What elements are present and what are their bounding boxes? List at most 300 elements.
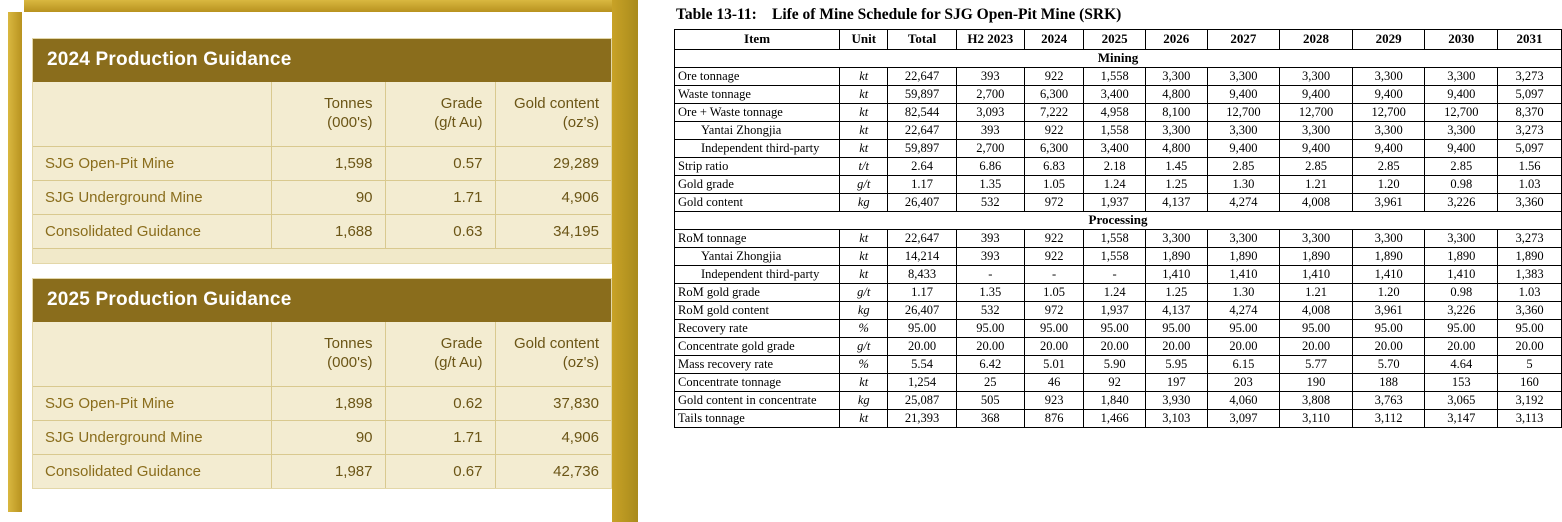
row-value-total: 1.17 <box>888 176 956 194</box>
row-value-2025: 1,937 <box>1084 194 1146 212</box>
guidance-title-2025: 2025 Production Guidance <box>33 279 611 322</box>
row-item-label: Independent third-party <box>675 140 840 158</box>
table-row <box>675 104 1562 122</box>
row-value-2024: 922 <box>1024 122 1083 140</box>
row-tonnes: 90 <box>271 181 385 215</box>
table-caption-text: Life of Mine Schedule for SJG Open-Pit Mine (SRK) <box>772 6 1122 23</box>
row-value-2026: 1.45 <box>1145 158 1207 176</box>
table-row <box>675 122 1562 140</box>
row-item-label: Ore tonnage <box>675 68 840 86</box>
row-unit: kg <box>840 392 888 410</box>
row-value-2028: 9,400 <box>1280 140 1353 158</box>
row-value-2028: 4,008 <box>1280 302 1353 320</box>
row-value-2030: 1,410 <box>1425 266 1498 284</box>
table-row <box>675 284 1562 302</box>
row-value-total: 20.00 <box>888 338 956 356</box>
row-value-2024: 20.00 <box>1024 338 1083 356</box>
row-value-2027: 9,400 <box>1207 86 1280 104</box>
row-value-2028: 1,410 <box>1280 266 1353 284</box>
row-unit: t/t <box>840 158 888 176</box>
table-row <box>675 176 1562 194</box>
row-value-2024: 1.05 <box>1024 176 1083 194</box>
row-value-2029: 2.85 <box>1352 158 1425 176</box>
row-value-2029: 5.70 <box>1352 356 1425 374</box>
row-unit: g/t <box>840 338 888 356</box>
row-value-h2-2023: 1.35 <box>956 176 1024 194</box>
table-row <box>675 338 1562 356</box>
row-value-total: 26,407 <box>888 194 956 212</box>
row-tonnes: 1,598 <box>271 147 385 181</box>
decorative-frame-top <box>24 0 636 12</box>
section-header-label: Mining <box>675 50 1562 68</box>
row-value-2024: - <box>1024 266 1083 284</box>
row-value-h2-2023: 368 <box>956 410 1024 428</box>
row-value-2027: 4,060 <box>1207 392 1280 410</box>
row-value-2026: 5.95 <box>1145 356 1207 374</box>
row-value-total: 5.54 <box>888 356 956 374</box>
row-value-2025: 1.24 <box>1084 176 1146 194</box>
row-value-total: 22,647 <box>888 230 956 248</box>
row-value-2030: 0.98 <box>1425 284 1498 302</box>
row-value-h2-2023: - <box>956 266 1024 284</box>
row-unit: kt <box>840 86 888 104</box>
row-gold: 29,289 <box>495 147 611 181</box>
row-value-total: 8,433 <box>888 266 956 284</box>
row-value-total: 21,393 <box>888 410 956 428</box>
row-value-2027: 9,400 <box>1207 140 1280 158</box>
row-value-2026: 3,300 <box>1145 230 1207 248</box>
row-tonnes: 1,987 <box>271 455 385 489</box>
row-value-2024: 922 <box>1024 68 1083 86</box>
row-value-2031: 1,383 <box>1498 266 1562 284</box>
row-value-2025: - <box>1084 266 1146 284</box>
row-value-2027: 2.85 <box>1207 158 1280 176</box>
row-value-2030: 3,300 <box>1425 68 1498 86</box>
row-value-2026: 3,300 <box>1145 68 1207 86</box>
table-row <box>33 455 611 489</box>
row-value-h2-2023: 6.86 <box>956 158 1024 176</box>
table-header-row <box>33 82 611 147</box>
row-unit: kt <box>840 410 888 428</box>
row-tonnes: 90 <box>271 421 385 455</box>
row-value-total: 59,897 <box>888 86 956 104</box>
row-value-2027: 3,300 <box>1207 68 1280 86</box>
row-value-total: 1.17 <box>888 284 956 302</box>
row-value-2026: 197 <box>1145 374 1207 392</box>
row-value-2026: 1,410 <box>1145 266 1207 284</box>
table-caption <box>668 0 1562 29</box>
row-value-2026: 3,300 <box>1145 122 1207 140</box>
column-header-2024: 2024 <box>1024 30 1083 50</box>
column-header-blank <box>33 322 271 387</box>
table-row <box>675 392 1562 410</box>
row-value-2025: 3,400 <box>1084 140 1146 158</box>
row-item-label: Recovery rate <box>675 320 840 338</box>
row-value-total: 22,647 <box>888 68 956 86</box>
row-label: SJG Open-Pit Mine <box>33 147 271 181</box>
column-header-2031: 2031 <box>1498 30 1562 50</box>
row-value-2024: 46 <box>1024 374 1083 392</box>
row-unit: kt <box>840 374 888 392</box>
row-value-2027: 6.15 <box>1207 356 1280 374</box>
row-item-label: Yantai Zhongjia <box>675 248 840 266</box>
row-value-2027: 95.00 <box>1207 320 1280 338</box>
row-item-label: Waste tonnage <box>675 86 840 104</box>
row-value-2031: 160 <box>1498 374 1562 392</box>
row-value-2029: 3,961 <box>1352 194 1425 212</box>
row-value-2024: 922 <box>1024 248 1083 266</box>
table-row <box>675 320 1562 338</box>
spacer-cell <box>33 249 611 264</box>
row-value-2028: 3,300 <box>1280 122 1353 140</box>
row-value-2028: 2.85 <box>1280 158 1353 176</box>
row-grade: 1.71 <box>385 181 495 215</box>
row-item-label: Ore + Waste tonnage <box>675 104 840 122</box>
table-row <box>675 374 1562 392</box>
row-item-label: RoM tonnage <box>675 230 840 248</box>
row-gold: 4,906 <box>495 421 611 455</box>
table-row <box>675 266 1562 284</box>
row-value-2028: 1,890 <box>1280 248 1353 266</box>
row-value-2025: 1,466 <box>1084 410 1146 428</box>
column-header-gold-content: Gold content (oz's) <box>495 82 611 147</box>
row-value-2031: 3,360 <box>1498 194 1562 212</box>
row-value-2030: 3,300 <box>1425 230 1498 248</box>
row-item-label: Concentrate tonnage <box>675 374 840 392</box>
column-header-tonnes: Tonnes (000's) <box>271 82 385 147</box>
column-header-grade: Grade (g/t Au) <box>385 322 495 387</box>
row-value-total: 14,214 <box>888 248 956 266</box>
row-value-h2-2023: 20.00 <box>956 338 1024 356</box>
row-value-total: 82,544 <box>888 104 956 122</box>
row-value-2024: 972 <box>1024 194 1083 212</box>
row-value-2025: 1,937 <box>1084 302 1146 320</box>
table-row <box>33 215 611 249</box>
row-value-total: 2.64 <box>888 158 956 176</box>
row-unit: % <box>840 356 888 374</box>
row-value-2024: 5.01 <box>1024 356 1083 374</box>
guidance-block-2024 <box>32 38 612 264</box>
row-gold: 37,830 <box>495 387 611 421</box>
column-header-2030: 2030 <box>1425 30 1498 50</box>
table-row <box>675 410 1562 428</box>
row-value-h2-2023: 3,093 <box>956 104 1024 122</box>
row-item-label: Concentrate gold grade <box>675 338 840 356</box>
row-value-2025: 92 <box>1084 374 1146 392</box>
row-value-2029: 1.20 <box>1352 284 1425 302</box>
column-header-item: Item <box>675 30 840 50</box>
row-value-2031: 1.56 <box>1498 158 1562 176</box>
row-value-2030: 3,226 <box>1425 194 1498 212</box>
column-header-blank <box>33 82 271 147</box>
row-value-2030: 1,890 <box>1425 248 1498 266</box>
guidance-table-2025 <box>33 322 611 488</box>
decorative-frame-corner <box>0 0 26 10</box>
row-item-label: Gold content in concentrate <box>675 392 840 410</box>
row-gold: 42,736 <box>495 455 611 489</box>
production-guidance-panel <box>0 0 660 522</box>
row-value-2025: 1.24 <box>1084 284 1146 302</box>
row-value-2031: 3,273 <box>1498 122 1562 140</box>
row-value-total: 22,647 <box>888 122 956 140</box>
row-grade: 0.62 <box>385 387 495 421</box>
lom-schedule-panel <box>668 0 1562 522</box>
row-unit: kt <box>840 104 888 122</box>
table-row <box>675 356 1562 374</box>
row-grade: 0.67 <box>385 455 495 489</box>
row-value-2025: 5.90 <box>1084 356 1146 374</box>
column-header-h2-2023: H2 2023 <box>956 30 1024 50</box>
row-value-2031: 3,273 <box>1498 230 1562 248</box>
column-header-2026: 2026 <box>1145 30 1207 50</box>
row-value-2029: 1,410 <box>1352 266 1425 284</box>
row-value-2028: 3,300 <box>1280 68 1353 86</box>
row-value-2029: 1.20 <box>1352 176 1425 194</box>
row-value-2029: 3,300 <box>1352 230 1425 248</box>
row-item-label: Mass recovery rate <box>675 356 840 374</box>
row-value-2027: 20.00 <box>1207 338 1280 356</box>
row-value-2025: 1,558 <box>1084 248 1146 266</box>
row-value-h2-2023: 95.00 <box>956 320 1024 338</box>
row-value-total: 26,407 <box>888 302 956 320</box>
column-header-total: Total <box>888 30 956 50</box>
row-value-2026: 3,930 <box>1145 392 1207 410</box>
row-value-2031: 1.03 <box>1498 176 1562 194</box>
row-value-2026: 8,100 <box>1145 104 1207 122</box>
row-value-2031: 8,370 <box>1498 104 1562 122</box>
row-unit: g/t <box>840 284 888 302</box>
row-value-2031: 1.03 <box>1498 284 1562 302</box>
row-unit: kt <box>840 122 888 140</box>
table-row <box>33 147 611 181</box>
table-row <box>675 194 1562 212</box>
table-row <box>675 230 1562 248</box>
row-value-2025: 4,958 <box>1084 104 1146 122</box>
row-value-2026: 4,800 <box>1145 86 1207 104</box>
row-value-2027: 3,300 <box>1207 230 1280 248</box>
row-value-2026: 1,890 <box>1145 248 1207 266</box>
row-item-label: Gold content <box>675 194 840 212</box>
row-value-2031: 3,192 <box>1498 392 1562 410</box>
row-value-2031: 3,113 <box>1498 410 1562 428</box>
row-value-2029: 12,700 <box>1352 104 1425 122</box>
row-value-2026: 20.00 <box>1145 338 1207 356</box>
row-unit: kg <box>840 302 888 320</box>
table-header-row <box>675 30 1562 50</box>
row-unit: kt <box>840 230 888 248</box>
table-row <box>33 421 611 455</box>
decorative-frame-right <box>612 0 638 522</box>
row-value-2026: 4,137 <box>1145 194 1207 212</box>
guidance-block-2025 <box>32 278 612 489</box>
row-item-label: RoM gold content <box>675 302 840 320</box>
row-label: Consolidated Guidance <box>33 455 271 489</box>
row-value-2024: 95.00 <box>1024 320 1083 338</box>
table-header-row <box>33 322 611 387</box>
row-value-2026: 1.25 <box>1145 284 1207 302</box>
row-value-2029: 3,300 <box>1352 122 1425 140</box>
table-row <box>675 248 1562 266</box>
row-value-2027: 4,274 <box>1207 194 1280 212</box>
row-value-2024: 6,300 <box>1024 86 1083 104</box>
row-label: SJG Underground Mine <box>33 181 271 215</box>
row-value-2026: 4,137 <box>1145 302 1207 320</box>
row-grade: 0.57 <box>385 147 495 181</box>
row-value-2030: 95.00 <box>1425 320 1498 338</box>
row-value-2027: 1,410 <box>1207 266 1280 284</box>
row-value-total: 95.00 <box>888 320 956 338</box>
row-value-2028: 3,808 <box>1280 392 1353 410</box>
row-value-h2-2023: 532 <box>956 194 1024 212</box>
row-value-2028: 5.77 <box>1280 356 1353 374</box>
column-header-grade: Grade (g/t Au) <box>385 82 495 147</box>
row-value-2029: 188 <box>1352 374 1425 392</box>
row-value-2029: 3,112 <box>1352 410 1425 428</box>
row-value-2031: 3,273 <box>1498 68 1562 86</box>
row-item-label: Tails tonnage <box>675 410 840 428</box>
row-value-2028: 3,110 <box>1280 410 1353 428</box>
row-value-2031: 95.00 <box>1498 320 1562 338</box>
row-value-2025: 1,558 <box>1084 122 1146 140</box>
row-value-2031: 5 <box>1498 356 1562 374</box>
row-value-2030: 0.98 <box>1425 176 1498 194</box>
row-label: Consolidated Guidance <box>33 215 271 249</box>
row-value-h2-2023: 393 <box>956 248 1024 266</box>
row-value-2027: 3,300 <box>1207 122 1280 140</box>
row-value-2026: 1.25 <box>1145 176 1207 194</box>
row-value-2028: 95.00 <box>1280 320 1353 338</box>
row-value-2028: 3,300 <box>1280 230 1353 248</box>
row-value-2029: 3,961 <box>1352 302 1425 320</box>
row-unit: % <box>840 320 888 338</box>
row-value-2028: 1.21 <box>1280 284 1353 302</box>
row-value-2025: 2.18 <box>1084 158 1146 176</box>
row-value-2028: 1.21 <box>1280 176 1353 194</box>
row-value-2024: 922 <box>1024 230 1083 248</box>
row-value-2027: 12,700 <box>1207 104 1280 122</box>
column-header-2027: 2027 <box>1207 30 1280 50</box>
row-unit: kg <box>840 194 888 212</box>
table-row <box>675 86 1562 104</box>
row-label: SJG Open-Pit Mine <box>33 387 271 421</box>
row-value-2027: 4,274 <box>1207 302 1280 320</box>
row-value-2031: 5,097 <box>1498 140 1562 158</box>
row-value-h2-2023: 393 <box>956 230 1024 248</box>
column-header-2028: 2028 <box>1280 30 1353 50</box>
row-value-2026: 4,800 <box>1145 140 1207 158</box>
row-value-2025: 3,400 <box>1084 86 1146 104</box>
row-value-2029: 9,400 <box>1352 140 1425 158</box>
column-header-2029: 2029 <box>1352 30 1425 50</box>
row-value-2031: 5,097 <box>1498 86 1562 104</box>
row-item-label: Yantai Zhongjia <box>675 122 840 140</box>
row-value-2029: 1,890 <box>1352 248 1425 266</box>
row-grade: 0.63 <box>385 215 495 249</box>
guidance-title-2024: 2024 Production Guidance <box>33 39 611 82</box>
row-value-2030: 12,700 <box>1425 104 1498 122</box>
row-item-label: RoM gold grade <box>675 284 840 302</box>
row-value-2029: 3,763 <box>1352 392 1425 410</box>
row-value-h2-2023: 505 <box>956 392 1024 410</box>
row-value-2025: 1,558 <box>1084 230 1146 248</box>
table-row <box>33 387 611 421</box>
row-value-2024: 972 <box>1024 302 1083 320</box>
row-item-label: Strip ratio <box>675 158 840 176</box>
row-value-2030: 9,400 <box>1425 86 1498 104</box>
row-tonnes: 1,688 <box>271 215 385 249</box>
row-value-2030: 3,226 <box>1425 302 1498 320</box>
row-unit: kt <box>840 266 888 284</box>
column-header-gold-content: Gold content (oz's) <box>495 322 611 387</box>
row-value-2024: 923 <box>1024 392 1083 410</box>
row-value-2028: 4,008 <box>1280 194 1353 212</box>
section-header-row <box>675 50 1562 68</box>
row-value-h2-2023: 1.35 <box>956 284 1024 302</box>
row-unit: kt <box>840 68 888 86</box>
row-value-2029: 9,400 <box>1352 86 1425 104</box>
decorative-frame-left <box>8 12 22 512</box>
row-unit: kt <box>840 248 888 266</box>
row-value-2027: 1.30 <box>1207 284 1280 302</box>
row-value-2029: 20.00 <box>1352 338 1425 356</box>
row-value-h2-2023: 532 <box>956 302 1024 320</box>
row-item-label: Gold grade <box>675 176 840 194</box>
table-spacer-row <box>33 249 611 264</box>
column-header-tonnes: Tonnes (000's) <box>271 322 385 387</box>
row-value-2030: 9,400 <box>1425 140 1498 158</box>
column-header-2025: 2025 <box>1084 30 1146 50</box>
row-gold: 34,195 <box>495 215 611 249</box>
table-row <box>675 158 1562 176</box>
table-row <box>675 302 1562 320</box>
row-value-2025: 20.00 <box>1084 338 1146 356</box>
table-row <box>33 181 611 215</box>
row-value-total: 59,897 <box>888 140 956 158</box>
row-value-2031: 1,890 <box>1498 248 1562 266</box>
row-value-2028: 9,400 <box>1280 86 1353 104</box>
row-value-h2-2023: 25 <box>956 374 1024 392</box>
row-value-h2-2023: 393 <box>956 122 1024 140</box>
row-grade: 1.71 <box>385 421 495 455</box>
row-unit: kt <box>840 140 888 158</box>
row-value-2024: 876 <box>1024 410 1083 428</box>
row-value-2028: 20.00 <box>1280 338 1353 356</box>
row-value-2026: 3,103 <box>1145 410 1207 428</box>
row-value-h2-2023: 393 <box>956 68 1024 86</box>
row-value-total: 1,254 <box>888 374 956 392</box>
row-value-2025: 1,558 <box>1084 68 1146 86</box>
row-value-2030: 3,065 <box>1425 392 1498 410</box>
table-row <box>675 68 1562 86</box>
row-value-2030: 4.64 <box>1425 356 1498 374</box>
row-value-2030: 20.00 <box>1425 338 1498 356</box>
row-value-2029: 95.00 <box>1352 320 1425 338</box>
row-tonnes: 1,898 <box>271 387 385 421</box>
row-unit: g/t <box>840 176 888 194</box>
row-value-2027: 1,890 <box>1207 248 1280 266</box>
row-value-2027: 1.30 <box>1207 176 1280 194</box>
section-header-label: Processing <box>675 212 1562 230</box>
row-value-2030: 3,300 <box>1425 122 1498 140</box>
row-value-2031: 20.00 <box>1498 338 1562 356</box>
column-header-unit: Unit <box>840 30 888 50</box>
row-value-2025: 95.00 <box>1084 320 1146 338</box>
row-value-2028: 12,700 <box>1280 104 1353 122</box>
row-value-h2-2023: 2,700 <box>956 86 1024 104</box>
row-value-2026: 95.00 <box>1145 320 1207 338</box>
row-value-2030: 3,147 <box>1425 410 1498 428</box>
row-value-2025: 1,840 <box>1084 392 1146 410</box>
